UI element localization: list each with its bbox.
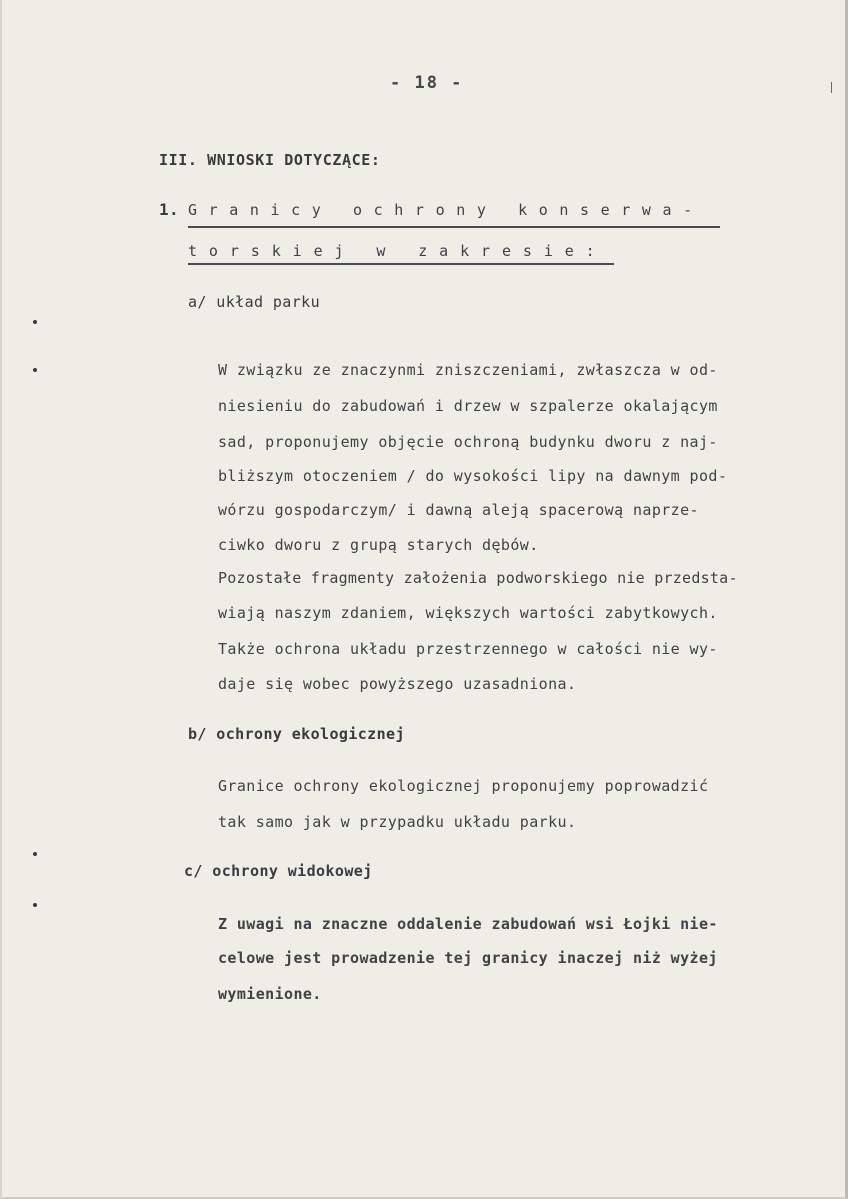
para-c-line: celowe jest prowadzenie tej granicy inaczej niż wyżej	[218, 949, 718, 967]
para-c-line: Z uwagi na znaczne oddalenie zabudowań wsi Łojki nie-	[218, 915, 718, 933]
para-b-line: tak samo jak w przypadku układu parku.	[218, 813, 577, 831]
para-a-line: wiają naszym zdaniem, większych wartości zabytkowych.	[218, 604, 718, 622]
section-heading: III. WNIOSKI DOTYCZĄCE:	[159, 151, 381, 169]
item-1-title-line1: Granicy ochrony konserwa-	[188, 201, 704, 219]
margin-punch-mark	[33, 320, 37, 324]
item-1-number: 1.	[159, 200, 180, 219]
para-a-line: sad, proponujemy objęcie ochroną budynku dworu z naj-	[218, 433, 718, 451]
subsection-c-label: c/ ochrony widokowej	[184, 862, 373, 880]
para-a-line: niesieniu do zabudowań i drzew w szpalerze okalającym	[218, 397, 718, 415]
item-1-title-line2: torskiej w zakresie:	[188, 242, 607, 260]
page-number: - 18 -	[390, 73, 464, 93]
item-1-underline-1	[188, 226, 720, 228]
para-a-line: wórzu gospodarczym/ i dawną aleją spacerową naprze-	[218, 501, 699, 519]
subsection-a-label: a/ układ parku	[188, 293, 321, 311]
para-b-line: Granice ochrony ekologicznej proponujemy poprowadzić	[218, 777, 709, 795]
para-a-line: W związku ze znaczynmi zniszczeniami, zwłaszcza w od-	[218, 361, 718, 379]
margin-punch-mark	[33, 903, 37, 907]
para-a-line: bliższym otoczeniem / do wysokości lipy na dawnym pod-	[218, 467, 728, 485]
para-a-line: ciwko dworu z grupą starych dębów.	[218, 536, 539, 554]
item-1-underline-2	[188, 263, 614, 265]
margin-punch-mark	[33, 852, 37, 856]
para-a-line: Pozostałe fragmenty założenia podworskiego nie przedsta-	[218, 569, 738, 587]
para-a-line: Także ochrona układu przestrzennego w całości nie wy-	[218, 640, 718, 658]
para-a-line: daje się wobec powyższego uzasadniona.	[218, 675, 577, 693]
subsection-b-label: b/ ochrony ekologicznej	[188, 725, 405, 743]
para-c-line: wymienione.	[218, 985, 322, 1003]
margin-punch-mark	[33, 368, 37, 372]
margin-tick-mark	[831, 82, 832, 93]
